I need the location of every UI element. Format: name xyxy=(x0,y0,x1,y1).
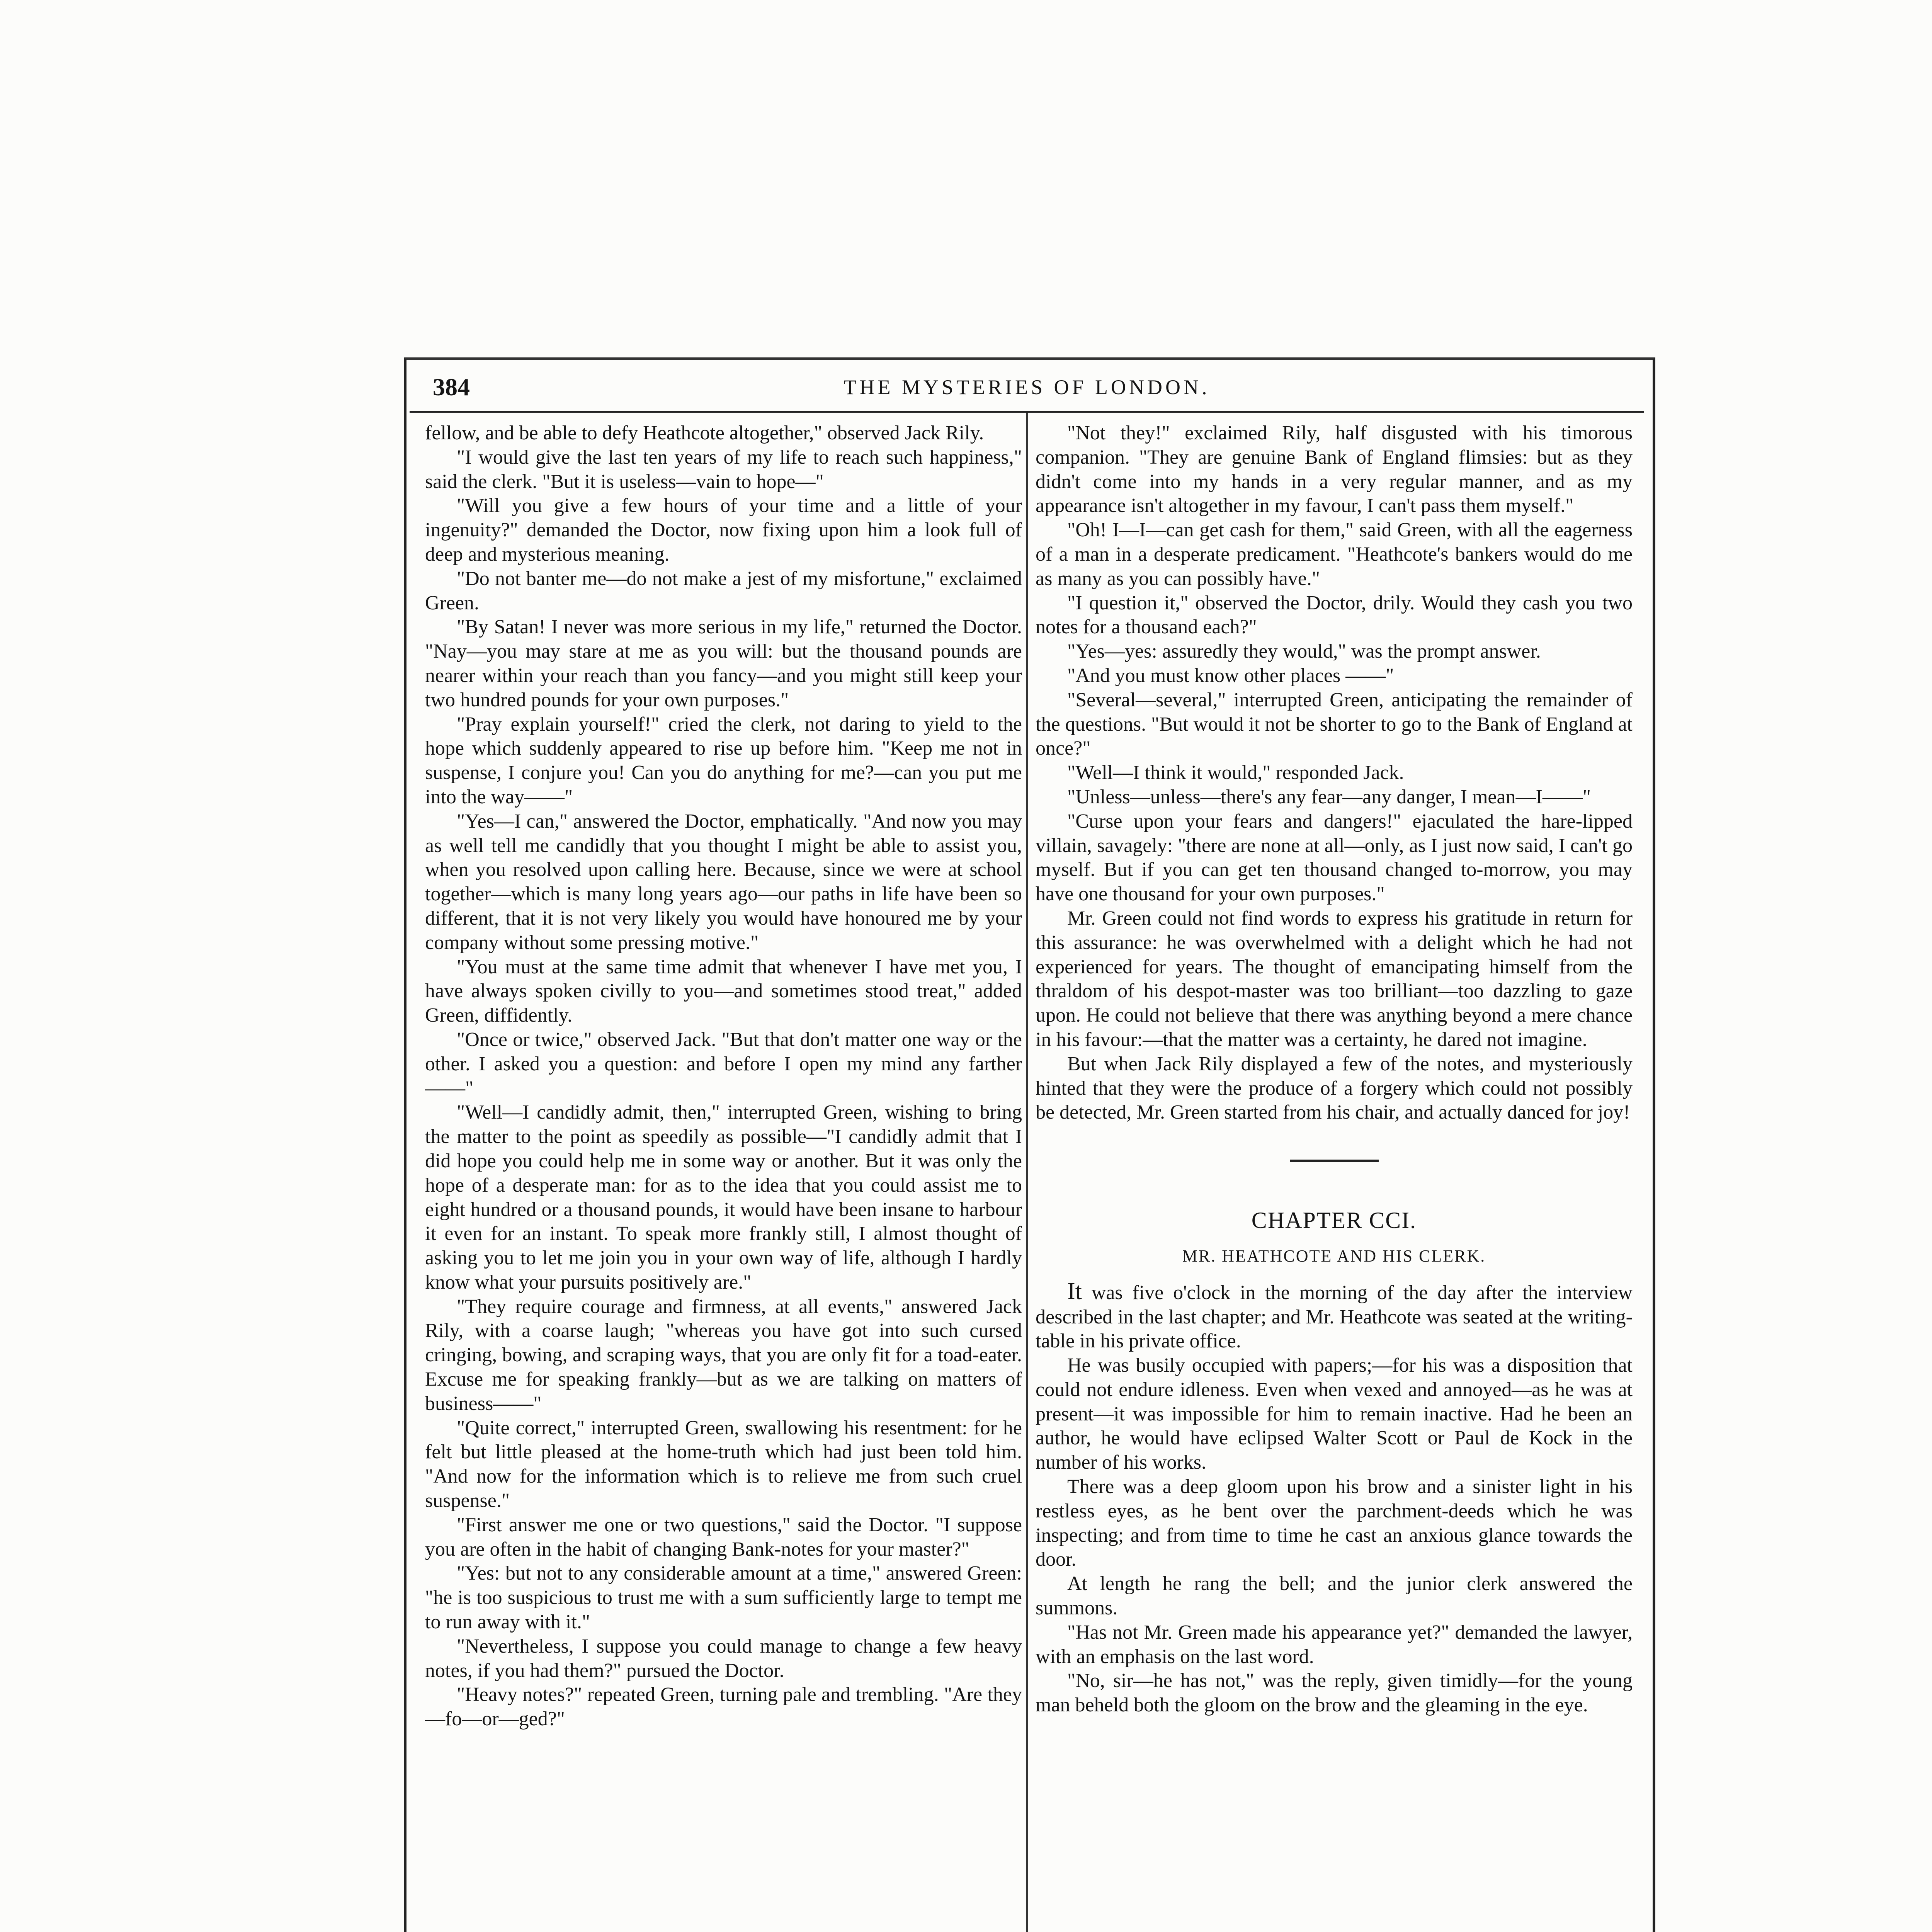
paragraph: "Nevertheless, I suppose you could manage to change a few heavy notes, if you had them?" pursued the Doctor. xyxy=(425,1635,1022,1682)
paragraph: "Pray explain yourself!" cried the clerk, not daring to yield to the hope which suddenly appeared to rise up before him. "Keep me not in suspense, I conjure you! Can you do anything for me?—can you put me into the way——" xyxy=(425,713,1022,808)
paragraph: "No, sir—he has not," was the reply, given timidly—for the young man beheld both the gloom on the brow and the gleaming in the eye. xyxy=(1036,1670,1633,1716)
paragraph: "Oh! I—I—can get cash for them," said Green, with all the eagerness of a man in a desperate predicament. "Heathcote's bankers would do me as many as you can possibly have." xyxy=(1036,519,1633,590)
paragraph: "Unless—unless—there's any fear—any danger, I mean—I——" xyxy=(1067,786,1591,808)
right-column xyxy=(1036,421,1633,1932)
paragraph: But when Jack Rily displayed a few of the notes, and mysteriously hinted that they were the produce of a forgery which could not possibly be detected, Mr. Green started from his chair, and actually danced for joy! xyxy=(1036,1053,1633,1124)
paragraph: "Will you give a few hours of your time and a little of your ingenuity?" demanded the Doctor, now fixing upon him a look full of deep and mysterious meaning. xyxy=(425,495,1022,565)
page-header xyxy=(410,373,1644,404)
paragraph: "Heavy notes?" repeated Green, turning pale and trembling. "Are they—fo—or—ged?" xyxy=(425,1684,1022,1730)
page-number: 384 xyxy=(433,373,470,401)
paragraph: "Several—several," interrupted Green, anticipating the remainder of the questions. "But would it not be shorter to go to the Bank of England at once?" xyxy=(1036,689,1633,760)
opening-text: was five o'clock in the morning of the day after the interview described in the last chapter; and Mr. Heathcote was seated at the writing-table in his private office. xyxy=(1036,1281,1633,1352)
paragraph: "Do not banter me—do not make a jest of my misfortune," exclaimed Green. xyxy=(425,567,1022,614)
paragraph: "Yes—yes: assuredly they would," was the prompt answer. xyxy=(1067,640,1541,663)
paragraph: "Has not Mr. Green made his appearance yet?" demanded the lawyer, with an emphasis on the last word. xyxy=(1036,1621,1633,1668)
paragraph: "Once or twice," observed Jack. "But that don't matter one way or the other. I asked you a question: and before I open my mind any farther——" xyxy=(425,1028,1022,1099)
paragraph: Mr. Green could not find words to express his gratitude in return for this assurance: he was overwhelmed with a delight which he had not experienced for years. The thought of emancipating himself from the thraldom of his despot-master was too brilliant—too dazzling to gaze upon. He could not believe that there was anything beyond a mere chance in his favour:—that the matter was a certainty, he dared not imagine. xyxy=(1036,907,1633,1051)
paragraph: "Yes: but not to any considerable amount at a time," answered Green: "he is too suspicious to trust me with a sum sufficiently large to tempt me to run away with it." xyxy=(425,1562,1022,1633)
paragraph: fellow, and be able to defy Heathcote altogether," observed Jack Rily. xyxy=(425,422,984,444)
chapter-separator-rule xyxy=(1290,1160,1379,1162)
opening-word: It xyxy=(1067,1278,1082,1304)
chapter-opening-paragraph xyxy=(1036,1279,1633,1354)
paragraph: "Curse upon your fears and dangers!" ejaculated the hare-lipped villain, savagely: "there are none at all—only, as I just now said, I can't go myself. But if you can get ten thousand changed to-morrow, you may have one thousand for your own purposes." xyxy=(1036,810,1633,905)
paragraph: "Well—I candidly admit, then," interrupted Green, wishing to bring the matter to the point as speedily as possible—"I candidly admit that I did hope you could help me in some way or another. But it was only the hope of a desperate man: for as to the idea that you could assist me to eight hundred or a thousand pounds, it would have been insane to harbour it even for an instant. To speak more frankly still, I almost thought of asking you to let me join you in your own way of life, although I hardly know what your pursuits positively are." xyxy=(425,1101,1022,1293)
column-divider xyxy=(1026,413,1028,1932)
paragraph: He was busily occupied with papers;—for his was a disposition that could not endure idleness. Even when vexed and annoyed—as he was at present—it was impossible for him to remain inactive. Had he been an author, he would have eclipsed Walter Scott or Paul de Kock in the number of his works. xyxy=(1036,1354,1633,1474)
paragraph: At length he rang the bell; and the junior clerk answered the summons. xyxy=(1036,1573,1633,1619)
running-title: THE MYSTERIES OF LONDON. xyxy=(844,376,1210,399)
paragraph: There was a deep gloom upon his brow and a sinister light in his restless eyes, as he bent over the parchment-deeds which he was inspecting; and from time to time he cast an anxious glance towards the door. xyxy=(1036,1476,1633,1571)
paragraph: "I would give the last ten years of my life to reach such happiness," said the clerk. "But it is useless—vain to hope—" xyxy=(425,446,1022,493)
paragraph: "You must at the same time admit that whenever I have met you, I have always spoken civilly to you—and sometimes stood treat," added Green, diffidently. xyxy=(425,956,1022,1027)
paragraph: "Not they!" exclaimed Rily, half disgusted with his timorous companion. "They are genuine Bank of England flimsies: but as they didn't come into my hands in a very regular manner, and as my appearance isn't altogether in my favour, I can't pass them myself." xyxy=(1036,422,1633,517)
paragraph: "And you must know other places ——" xyxy=(1067,664,1394,687)
paragraph: "By Satan! I never was more serious in my life," returned the Doctor. "Nay—you may stare at me as you will: but the thousand pounds are nearer within your reach than you fancy—and you might still keep your two hundred pounds for your own purposes." xyxy=(425,616,1022,711)
paragraph: "They require courage and firmness, at all events," answered Jack Rily, with a coarse laugh; "whereas you have got into such cursed cringing, bowing, and scraping ways, that you are only fit for a toad-eater. Excuse me for speaking frankly—but as we are talking on matters of business——" xyxy=(425,1295,1022,1415)
left-column xyxy=(425,421,1022,1932)
paragraph: "Well—I think it would," responded Jack. xyxy=(1067,762,1404,784)
paragraph: "Quite correct," interrupted Green, swallowing his resentment: for he felt but little pleased at the home-truth which had just been told him. "And now for the information which is to relieve me from such cruel suspense." xyxy=(425,1417,1022,1512)
chapter-subtitle: MR. HEATHCOTE AND HIS CLERK. xyxy=(1182,1246,1486,1265)
paragraph: "Yes—I can," answered the Doctor, emphatically. "And now you may as well tell me candidly that you thought I might be able to assist you, when you resolved upon calling here. Because, since we were at school together—which is many long years ago—our paths in life have been so different, that it is not very likely you would have honoured me by your company without some pressing motive." xyxy=(425,810,1022,954)
paragraph: "First answer me one or two questions," said the Doctor. "I suppose you are often in the habit of changing Bank-notes for your master?" xyxy=(425,1514,1022,1560)
paragraph: "I question it," observed the Doctor, drily. Would they cash you two notes for a thousand each?" xyxy=(1036,592,1633,638)
chapter-heading: CHAPTER CCI. xyxy=(1251,1208,1417,1233)
